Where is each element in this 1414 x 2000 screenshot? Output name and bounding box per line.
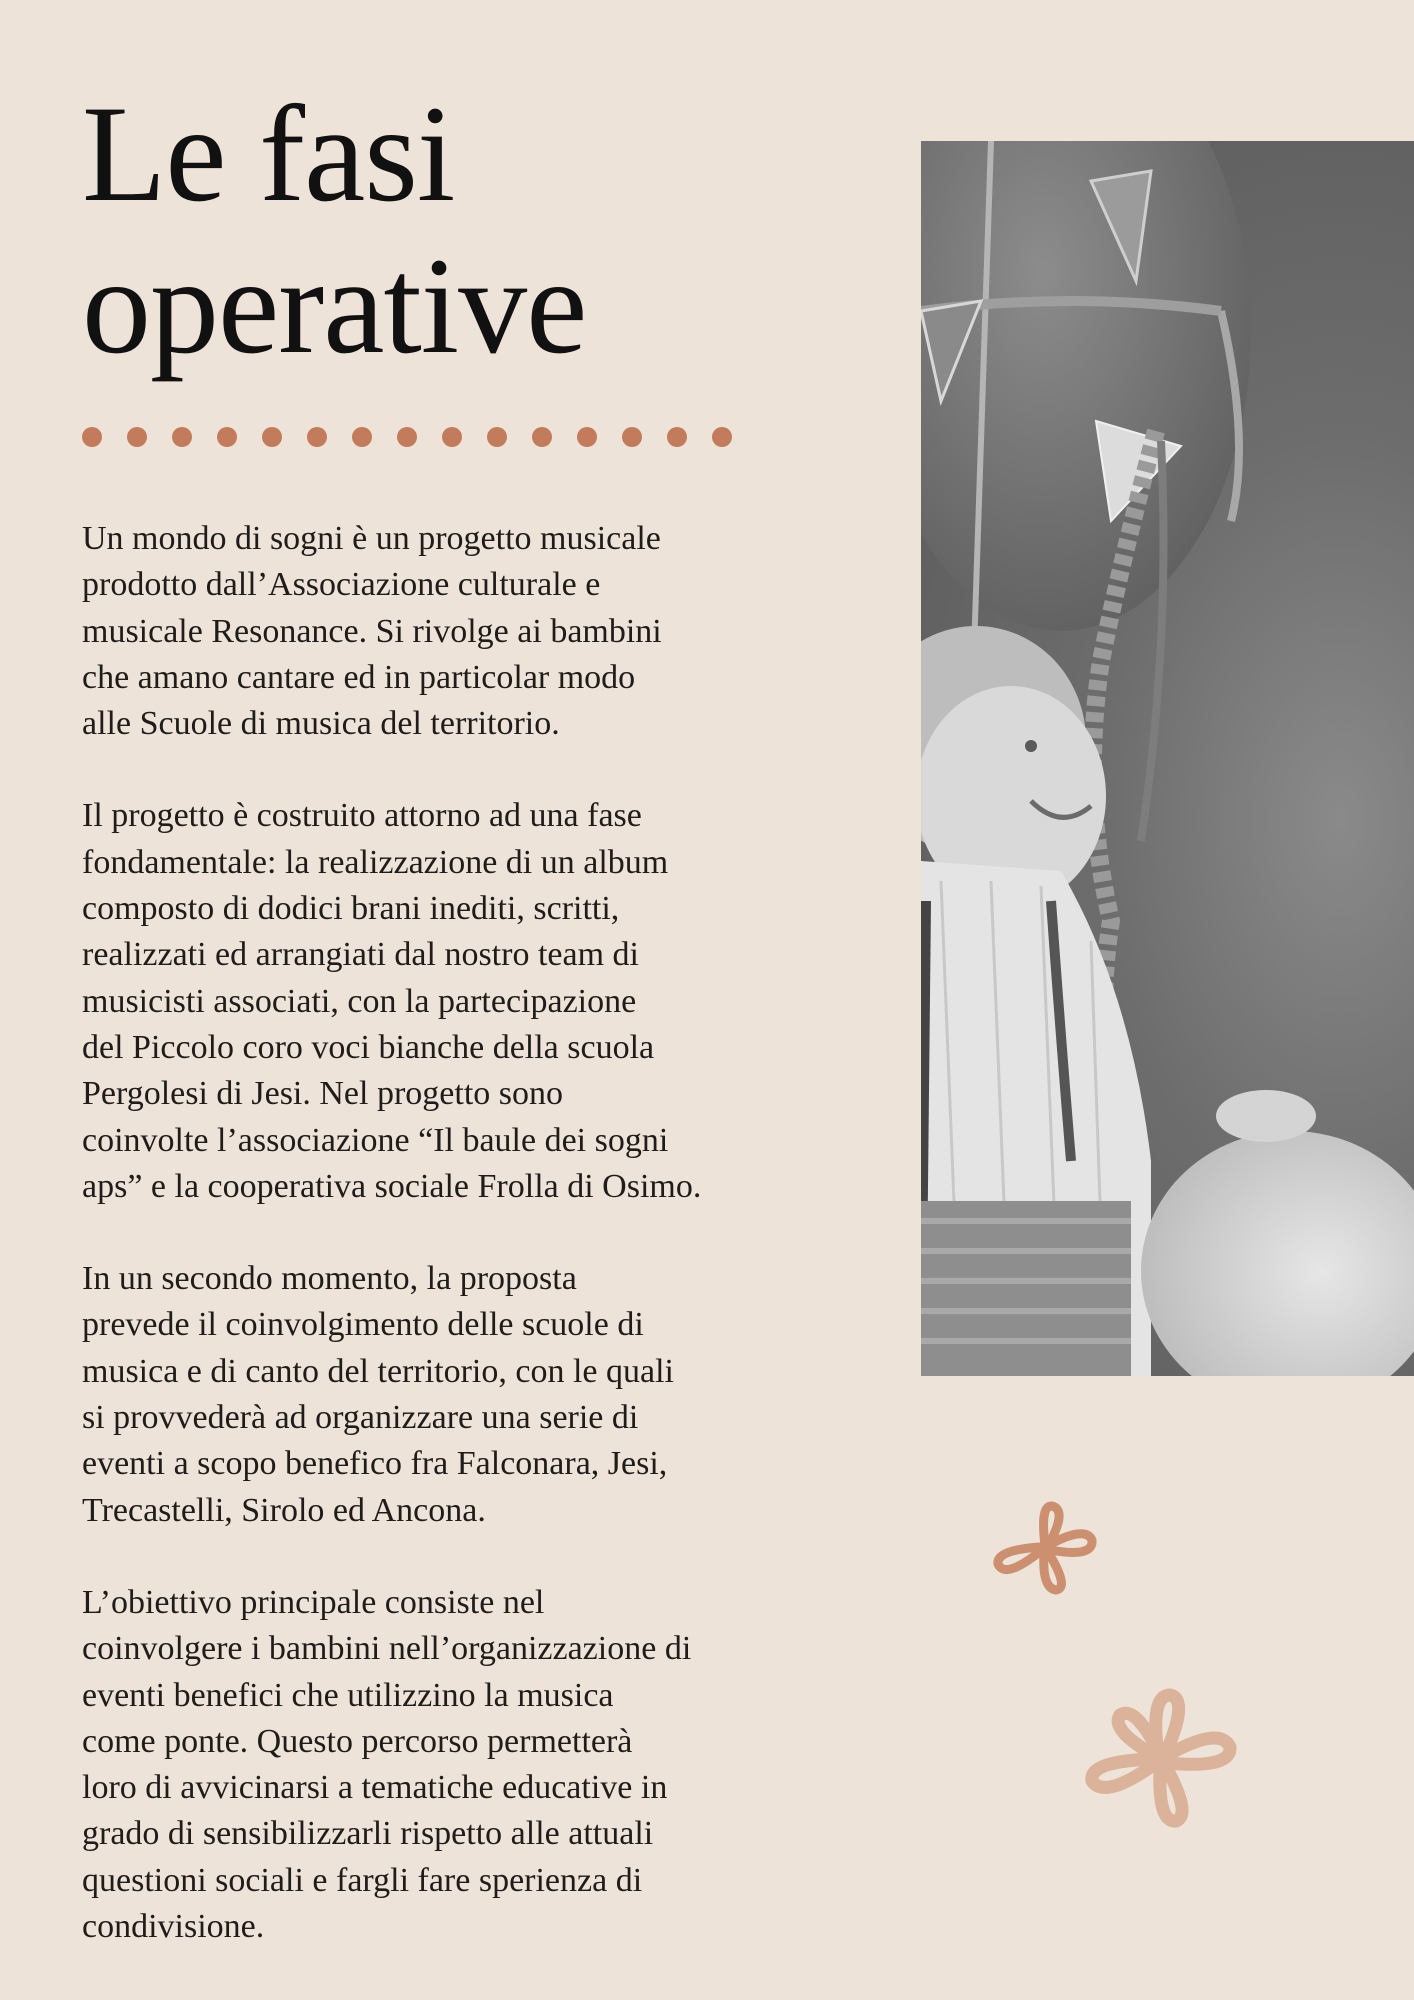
divider-dot (712, 427, 732, 447)
flower-icon (990, 1500, 1100, 1595)
divider-dot (397, 427, 417, 447)
balloon-shape (921, 141, 1251, 631)
paragraph-intro: Un mondo di sogni è un progetto musicale prodotto dall’Associazione culturale e musicale Resonance. Si rivolge ai bambini che amano cantare ed in particolar modo alle Scuole di musica del territorio. (82, 520, 662, 743)
paragraph-events: In un secondo momento, la proposta prevede il coinvolgimento delle scuole di musica e di canto del territorio, con le quali si provvederà ad organizzare una serie di eventi a scopo benefico fra Falconara, Jesi, Trecastelli, Sirolo ed Ancona. (82, 1260, 674, 1529)
divider-dot (352, 427, 372, 447)
divider-dot (667, 427, 687, 447)
child-hand (1216, 1090, 1316, 1142)
divider-dot (442, 427, 462, 447)
divider-dot (577, 427, 597, 447)
page-title-line-1: Le fasi (82, 77, 455, 230)
divider-dot (82, 427, 102, 447)
divider-dot (172, 427, 192, 447)
body-text (82, 516, 882, 1996)
divider-dot (622, 427, 642, 447)
divider-dot (487, 427, 507, 447)
divider-dot (217, 427, 237, 447)
paragraph-album: Il progetto è costruito attorno ad una fase fondamentale: la realizzazione di un album composto di dodici brani inediti, scritti, realizzati ed arrangiati dal nostro team di musicisti associati, con la partecipazione del Piccolo coro voci bianche della scuola Pergolesi di Jesi. Nel progetto sono coinvolte l’associazione “Il baule dei sogni aps” e la cooperativa sociale Frolla di Osimo. (82, 797, 702, 1205)
drum-disc (1141, 1131, 1414, 1376)
paragraph-objective: L’obiettivo principale consiste nel coinvolgere i bambini nell’organizzazione di eventi benefici che utilizzino la musica come ponte. Questo percorso permetterà loro di avvicinarsi a tematiche educative in grado di sensibilizzarli rispetto alle attuali questioni sociali e fargli fare sperienza di condivisione. (82, 1583, 692, 1946)
page-title-line-2: operative (82, 229, 587, 382)
divider-dot (127, 427, 147, 447)
page-title (82, 78, 586, 382)
divider-dot (262, 427, 282, 447)
divider-dot (307, 427, 327, 447)
flower-icon (1080, 1685, 1240, 1830)
basket (921, 1201, 1131, 1376)
divider-dot (532, 427, 552, 447)
dotted-divider (82, 427, 732, 447)
child-balloon-photo (921, 141, 1414, 1376)
